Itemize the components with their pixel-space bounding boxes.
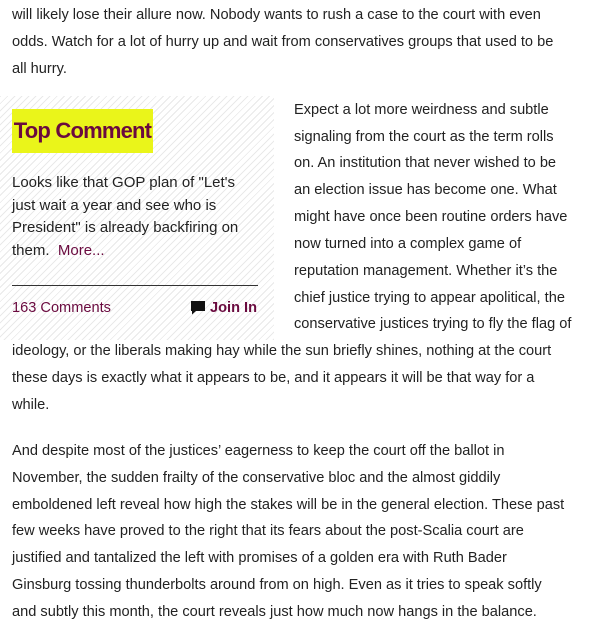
text-line: And despite most of the justices’ eagerness to keep the court off the ballot in (12, 443, 505, 459)
text-line: emboldened left reveal how high the stakes will be in the general election. These past (12, 496, 565, 513)
text-line: on. An institution that never wished to be (294, 155, 557, 171)
article-paragraph (12, 438, 594, 626)
text-line: these days is exactly what it appears to be, and it appears it will be that way for a (12, 370, 535, 386)
speech-bubble-icon (190, 300, 206, 315)
text-line: chief justice trying to appear apolitical, the (294, 290, 565, 306)
top-comment-text (12, 172, 262, 262)
divider (12, 285, 258, 286)
text-line: will likely lose their allure now. Nobody wants to rush a case to the court with even (12, 7, 541, 23)
text-line: few weeks have proved to the right that its fears about the post-Scalia court are (12, 523, 524, 540)
join-in-button[interactable] (190, 300, 257, 316)
comments-count-link[interactable]: 163 Comments (12, 300, 111, 316)
text-line: justified and tantalized the left with promises of a golden era with Ruth Bader (12, 550, 507, 567)
text-line: and subtly this month, the court reveals just how much now hangs in the balance. (12, 603, 537, 620)
text-line: signaling from the court as the term rolls (294, 129, 554, 145)
more-link[interactable]: More... (57, 241, 105, 259)
text-line: conservative justices trying to fly the flag of (294, 316, 572, 332)
top-comment-box (0, 96, 274, 340)
text-line: November, the sudden frailty of the conservative bloc and the almost giddily (12, 469, 501, 486)
article-paragraph (12, 2, 592, 82)
text-line: Ginsburg tossing thunderbolts around from on high. Even as it tries to speak softly (12, 576, 542, 593)
text-line: while. (12, 397, 50, 413)
text-line: now turned into a complex game of (294, 236, 522, 252)
join-in-label: Join In (210, 300, 258, 316)
top-comment-body: Looks like that GOP plan of "Let's just wait a year and see who is President" is already backfiring on them. (12, 174, 239, 259)
text-line: all hurry. (12, 60, 67, 77)
text-line: might have once been routine orders have (294, 209, 568, 225)
text-line: an election issue has become one. What (294, 182, 557, 198)
text-line: odds. Watch for a lot of hurry up and wait from conservatives groups that used to be (12, 33, 554, 50)
text-line: reputation management. Whether it’s the (294, 263, 558, 279)
text-line: Expect a lot more weirdness and subtle (294, 102, 549, 118)
top-comment-badge: Top Comment (12, 109, 153, 153)
text-line: ideology, or the liberals making hay while the sun briefly shines, nothing at the court (12, 343, 552, 359)
